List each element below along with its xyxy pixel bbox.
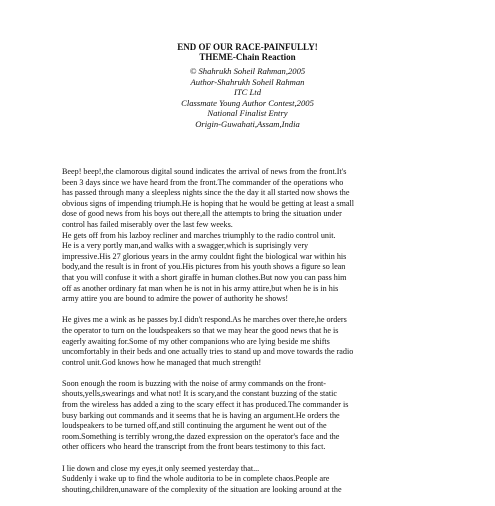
text-line: from the wireless has added a zing to the scary effect it has produced.The commander is bbox=[62, 400, 349, 410]
document-body bbox=[62, 167, 440, 506]
company-line: ITC Ltd bbox=[234, 87, 261, 98]
body-paragraph bbox=[62, 379, 440, 453]
text-line: control unit.God knows how he managed that much strength! bbox=[62, 357, 262, 367]
text-line: been 3 days since we have heard from the front.The commander of the operations who bbox=[62, 177, 344, 187]
entry-line: National Finalist Entry bbox=[207, 108, 288, 119]
text-line: eagerly awaiting for.Some of my other companions who are lying beside me shifts bbox=[62, 336, 330, 346]
text-line: other officers who heard the transcript from the front bears testimony to this fact. bbox=[62, 442, 326, 452]
text-line: Beep! beep!,the clamorous digital sound indicates the arrival of news from the front.It's bbox=[62, 167, 347, 176]
body-paragraph bbox=[62, 167, 440, 305]
document-header bbox=[0, 42, 495, 130]
document-theme: THEME-Chain Reaction bbox=[199, 52, 296, 62]
text-line: body,and the result is in front of you.His pictures from his youth shows a figure so lean bbox=[62, 262, 346, 272]
text-line: the operator to turn on the loudspeakers so that we may hear the good news that he is bbox=[62, 325, 339, 335]
text-line: army attire you are bound to admire the power of authority he shows! bbox=[62, 294, 289, 304]
text-line: impressive.His 27 glorious years in the army couldnt fight the biological war within his bbox=[62, 251, 347, 261]
text-line: He gives me a wink as he passes by.I didn't respond.As he marches over there,he orders bbox=[62, 315, 347, 325]
text-line: Suddenly i wake up to find the whole auditoria to be in complete chaos.People are bbox=[62, 474, 330, 484]
text-line: loudspeakers to be turned off,and still continuing the argument he went out of the bbox=[62, 421, 327, 431]
author-line: Author-Shahrukh Soheil Rahman bbox=[190, 76, 305, 87]
text-line: Soon enough the room is buzzing with the noise of army commands on the front- bbox=[62, 378, 327, 388]
body-paragraph bbox=[62, 464, 440, 496]
copyright-line: © Shahrukh Soheil Rahman,2005 bbox=[189, 66, 306, 76]
text-line: that you will confuse it with a short giraffe in human clothes.But now you can pass him bbox=[62, 272, 347, 282]
text-line: shouting,children,unaware of the complexity of the situation are looking around at the bbox=[62, 484, 342, 494]
text-line: control has failed miserably over the last few weeks. bbox=[62, 219, 233, 229]
text-line: I lie down and close my eyes,it only seemed yesterday that... bbox=[62, 463, 260, 473]
text-line: off as another ordinary fat man when he is not in his army attire,but when he is in his bbox=[62, 283, 339, 293]
document-title: END OF OUR RACE-PAINFULLY! bbox=[177, 42, 318, 52]
text-line: He gets off from his lazboy recliner and marches triumphly to the radio control unit. bbox=[62, 230, 336, 240]
origin-line: Origin-Guwahati,Assam,India bbox=[195, 118, 300, 129]
text-line: He is a very portly man,and walks with a swagger,which is suprisingly very bbox=[62, 241, 309, 251]
text-line: dose of good news from his boys out there,all the attempts to bring the situation under bbox=[62, 209, 342, 219]
text-line: busy barking out commands and it seems that he is having an argument.He orders the bbox=[62, 410, 340, 420]
text-line: room.Something is terribly wrong,the dazed expression on the operator's face and the bbox=[62, 431, 340, 441]
text-line: shouts,yells,swearings and what not! It is scary,and the constant buzzing of the static bbox=[62, 389, 337, 399]
text-line: has passed through many a sleepless nights since the the day it all started now shows the bbox=[62, 188, 350, 198]
text-line: uncomfortably in their beds and one actually tries to stand up and move towards the radio bbox=[62, 347, 354, 357]
body-paragraph bbox=[62, 315, 440, 368]
contest-line: Classmate Young Author Contest,2005 bbox=[181, 97, 314, 108]
text-line: obvious signs of impending triumph.He is hoping that he would be getting at least a small bbox=[62, 198, 355, 208]
